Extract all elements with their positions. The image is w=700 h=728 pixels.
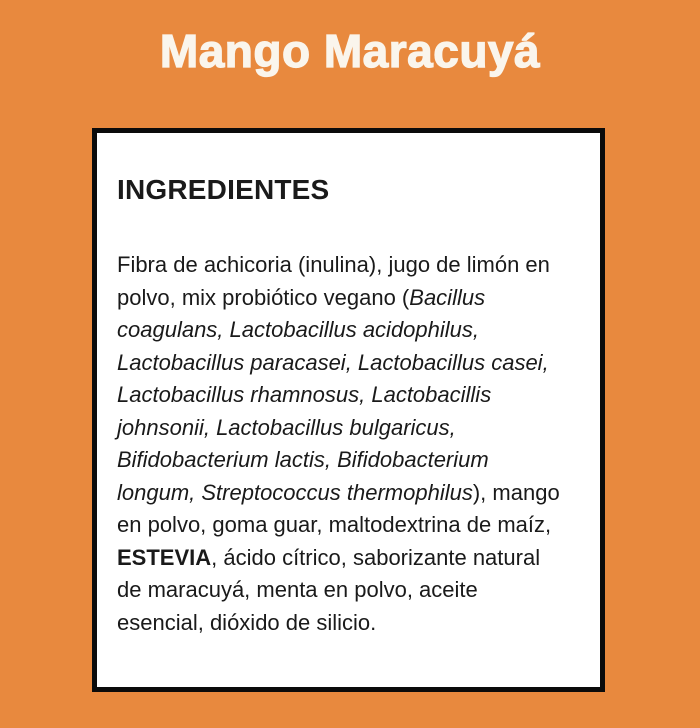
ingredients-line: [117, 347, 582, 380]
ingredients-line: [117, 282, 582, 315]
ingredients-segment-italic: johnsonii, Lactobacillus bulgaricus,: [117, 414, 456, 440]
ingredients-line: [117, 509, 582, 542]
ingredients-line: [117, 574, 582, 607]
ingredients-line: [117, 607, 582, 640]
ingredients-segment-italic: Bifidobacterium lactis, Bifidobacterium: [117, 447, 489, 472]
ingredients-segment-italic: Lactobacillus paracasei, Lactobacillus casei,: [117, 349, 549, 375]
ingredients-panel: [92, 128, 605, 692]
ingredients-segment-regular: de maracuyá, menta en polvo, aceite: [117, 577, 478, 602]
ingredients-segment-regular: , ácido cítrico, saborizante natural: [211, 544, 541, 570]
ingredients-segment-regular: Fibra de achicoria (inulina), jugo de limón en: [117, 252, 550, 277]
ingredients-segment-regular: polvo, mix probiótico vegano (: [117, 284, 410, 310]
ingredients-line: [117, 314, 582, 347]
ingredients-segment-bold: ESTEVIA: [117, 544, 212, 570]
ingredients-segment-italic: Lactobacillus rhamnosus, Lactobacillis: [117, 382, 492, 407]
ingredients-segment-regular: en polvo, goma guar, maltodextrina de maíz,: [117, 512, 552, 537]
ingredients-line: [117, 249, 582, 282]
flavor-title: Mango Maracuyá: [159, 25, 541, 77]
ingredients-line: [117, 412, 582, 445]
ingredients-line: [117, 379, 582, 412]
ingredients-segment-regular: ), mango: [472, 479, 560, 505]
ingredients-segment-italic: Bacillus: [409, 284, 486, 310]
ingredients-segment-italic: coagulans, Lactobacillus acidophilus,: [117, 317, 480, 342]
ingredients-line: [117, 477, 582, 510]
ingredients-segment-italic: longum, Streptococcus thermophilus: [117, 479, 473, 505]
label-background: [0, 25, 700, 728]
ingredients-line: [117, 542, 582, 575]
ingredients-heading: INGREDIENTES: [117, 174, 330, 205]
ingredients-line: [117, 444, 582, 477]
ingredients-segment-regular: esencial, dióxido de silicio.: [117, 609, 377, 635]
ingredients-text: [117, 249, 582, 639]
